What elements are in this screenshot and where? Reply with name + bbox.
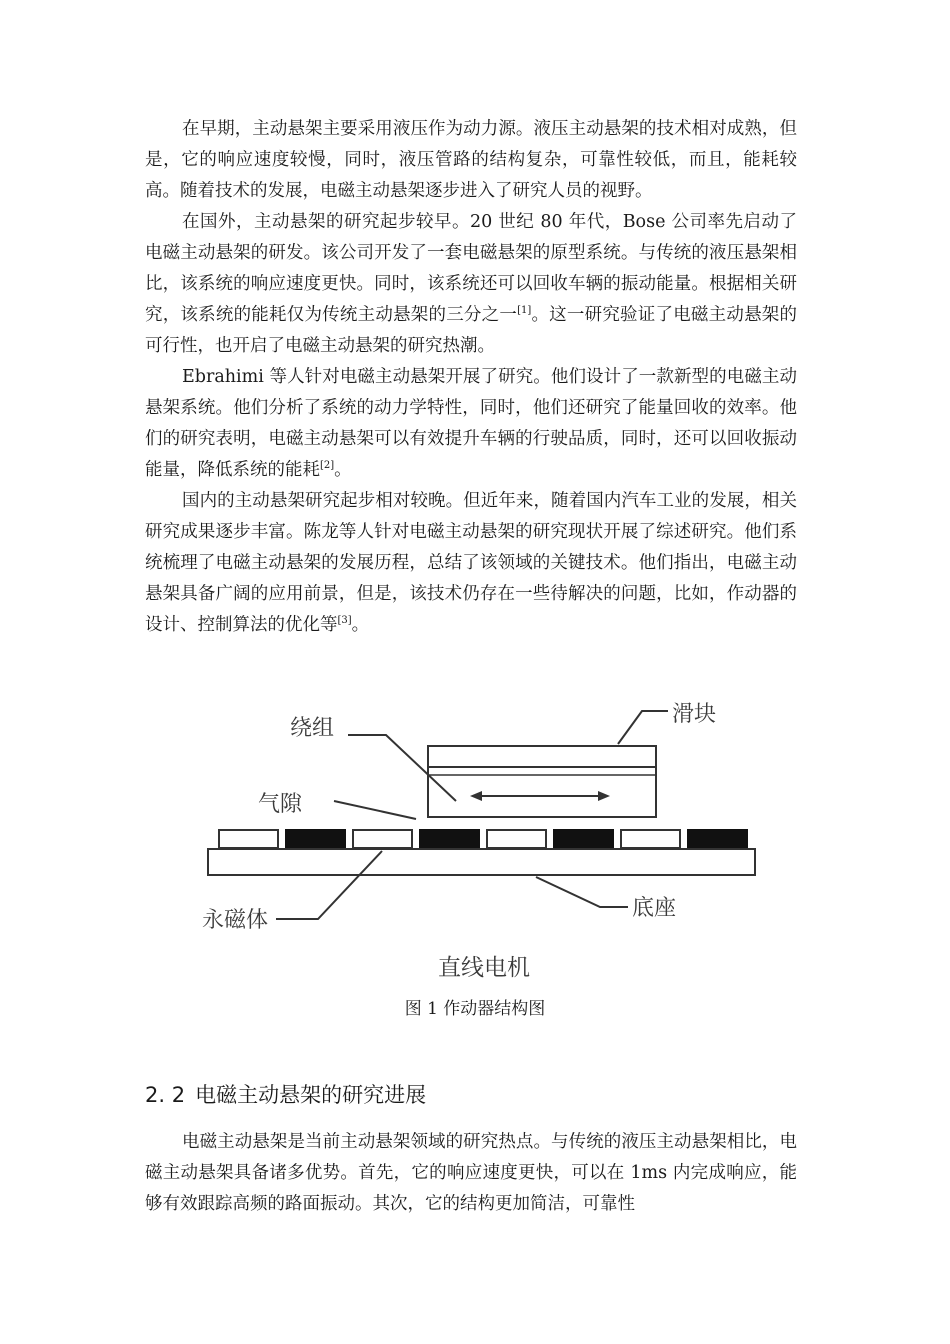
airgap-label: 气隙 bbox=[258, 792, 303, 817]
paragraph-text: 。 bbox=[351, 615, 370, 635]
motor-label: 直线电机 bbox=[438, 955, 530, 981]
paragraph-text: 在早期，主动悬架主要采用液压作为动力源。液压主动悬架的技术相对成熟，但是，它的响应速度较慢，同时，液压管路的结构复杂，可靠性较低，而且，能耗较高。随着技术的发展，电磁主动悬架逐步进入了研究人员的视野。 bbox=[145, 119, 797, 201]
citation-ref: [3] bbox=[337, 615, 352, 627]
magnet-label: 永磁体 bbox=[202, 908, 269, 933]
slider-block bbox=[428, 746, 656, 817]
base-plate bbox=[208, 849, 755, 875]
paragraph-4 bbox=[145, 486, 797, 641]
citation-ref: [2] bbox=[320, 460, 335, 472]
actuator-structure-figure bbox=[180, 683, 770, 988]
paragraph-text: Ebrahimi 等人针对电磁主动悬架开展了研究。他们设计了一款新型的电磁主动悬架系统。他们分析了系统的动力学特性，同时，他们还研究了能量回收的效率。他们的研究表明，电磁主动悬架可以有效提升车辆的行驶品质，同时，还可以回收振动能量，降低系统的能耗 bbox=[145, 367, 797, 480]
paragraph-5 bbox=[145, 1127, 797, 1220]
section-heading bbox=[145, 1080, 426, 1110]
section-title: 电磁主动悬架的研究进展 bbox=[195, 1083, 427, 1107]
base-leader bbox=[536, 877, 628, 907]
paragraph-1 bbox=[145, 114, 797, 207]
figure-caption: 图 1 作动器结构图 bbox=[404, 999, 546, 1019]
paragraph-text: 。这一研究验证了电磁主动悬架的可行性，也开启了电磁主动悬架的研究热潮。 bbox=[145, 305, 798, 356]
paragraph-text: 电磁主动悬架是当前主动悬架领域的研究热点。与传统的液压主动悬架相比，电磁主动悬架具备诸多优势。首先，它的响应速度更快，可以在 1ms 内完成响应，能够有效跟踪高频的路面振动。其次，它的结构更加简洁，可靠性 bbox=[145, 1132, 797, 1214]
citation-ref: [1] bbox=[517, 305, 532, 317]
airgap-leader bbox=[334, 801, 416, 819]
base-label: 底座 bbox=[632, 896, 677, 921]
slider-label: 滑块 bbox=[672, 702, 717, 727]
paragraph-text: 。 bbox=[334, 460, 352, 480]
winding-label: 绕组 bbox=[290, 716, 335, 741]
paragraph-text: 国内的主动悬架研究起步相对较晚。但近年来，随着国内汽车工业的发展，相关研究成果逐步丰富。陈龙等人针对电磁主动悬架的研究现状开展了综述研究。他们系统梳理了电磁主动悬架的发展历程，总结了该领域的关键技术。他们指出，电磁主动悬架具备广阔的应用前景，但是，该技术仍存在一些待解决的问题，比如，作动器的设计、控制算法的优化等 bbox=[145, 491, 797, 635]
paragraph-text: 在国外，主动悬架的研究起步较早。20 世纪 80 年代，Bose 公司率先启动了电磁主动悬架的研发。该公司开发了一套电磁悬架的原型系统。与传统的液压悬架相比，该系统的响应速度更快。同时，该系统还可以回收车辆的振动能量。根据相关研究，该系统的能耗仅为传统主动悬架的三分之一 bbox=[145, 212, 797, 325]
paragraph-2 bbox=[145, 207, 797, 362]
slider-leader bbox=[618, 711, 668, 744]
magnet-row bbox=[219, 830, 747, 848]
paragraph-3 bbox=[145, 362, 797, 486]
section-number: 2. 2 bbox=[145, 1083, 186, 1107]
linear-motor-diagram bbox=[180, 683, 770, 988]
